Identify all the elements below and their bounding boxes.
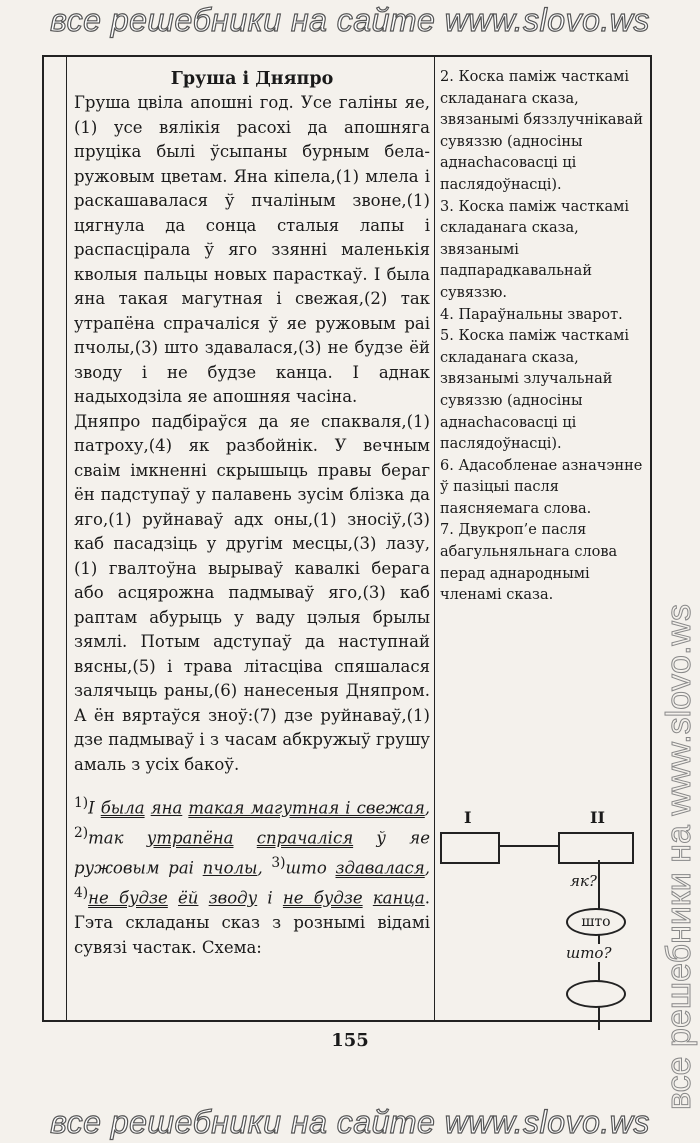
watermark-side: все решебники на www.slovo.ws (660, 604, 698, 1110)
watermark-bottom: все решебники на сайте www.slovo.ws (50, 1104, 650, 1140)
analysis-text: , (424, 798, 431, 818)
schema-box-2 (558, 832, 634, 864)
main-text-column (74, 67, 430, 960)
schema-oval-2 (566, 980, 626, 1008)
marker-2: 2) (74, 825, 89, 841)
marker-1: 1) (74, 795, 89, 811)
schema-question-2: што? (566, 944, 612, 962)
predicate-part: была (100, 798, 145, 818)
predicate-part: не будзе (282, 888, 363, 908)
note-3: 3. Коска паміж часткамі складанага сказа, звязанымі падпарадкавальнай сувяззю. (440, 198, 630, 301)
space (363, 889, 373, 908)
subject-part: яна (150, 798, 183, 818)
analysis-text: так (88, 828, 147, 848)
predicate-part: здавалася (335, 858, 425, 878)
space (233, 829, 256, 848)
predicate-part: утрапёна (146, 828, 234, 848)
side-notes (440, 67, 645, 607)
space (168, 889, 178, 908)
analysis-text: І (88, 798, 101, 818)
note-5: 5. Коска паміж часткамі складанага сказа, звязанымі злучальнай сувяззю (адносіны аднachасовасці ці паслядоўнасці). (440, 328, 630, 453)
analysis-text: , (257, 858, 272, 878)
schema-label-1: I (464, 808, 472, 827)
analysis-tail: . Гэта складаны сказ з рознымі відамі сувязі частак. Схема: (74, 888, 430, 957)
note-4: 4. Параўнальны зварот. (440, 306, 623, 323)
predicate-part: такая магутная і свежая (188, 798, 425, 818)
marker-4: 4) (74, 885, 89, 901)
object-part: ёй (178, 888, 199, 908)
column-divider (434, 57, 435, 1020)
watermark-top: все решебники на сайте www.slovo.ws (50, 2, 650, 38)
predicate-part: спрачаліся (256, 828, 354, 848)
analysis-text: што (285, 858, 336, 878)
analysis-text: ў яе ружовым раі (74, 828, 430, 878)
note-6: 6. Адасобленае азначэнне ў пазіцыі пасля паясняемага слова. (440, 457, 643, 517)
sentence-analysis (74, 791, 430, 960)
paragraph-2: Дняпро падбіраўся да яе спакваля,(1) патроху,(4) як разбойнік. У вечным сваім імкненні скрышыць правы бераг ён падступаў у палавень зусім блізка да яго,(1) руйнаваў адх оны,(1) зносіў,(3) каб пасадзіць у другім месцы,(3) лазу,(1) гвалтоўна вырываў кавалкі берага або асцярожна падмываў яго,(3) каб раптам абурыць у ваду цэлыя брылы зямлі. Потым адступаў да наступнай вясны,(5) і трава літасціва спяшалася залячыць раны,(6) нанесеныя Дняпром. А ён вяртаўся зноў:(7) дзе руйнаваў,(1) дзе падмываў і з часам абкружыў грушу амаль з усіх бакоў. (74, 411, 430, 774)
subject-part: зводу (208, 888, 258, 908)
schema-label-2: II (590, 808, 605, 827)
schema-connector (498, 845, 558, 847)
note-7: 7. Двукроп’е пасля абагульняльнага слова перад аднароднымі членамі сказа. (440, 522, 618, 604)
subject-part: канца (372, 888, 425, 908)
schema-question-1: як? (570, 872, 597, 890)
analysis-text: і (257, 888, 283, 908)
schema-oval-1: што (566, 908, 626, 936)
space (198, 889, 208, 908)
schema-box-1 (440, 832, 500, 864)
marker-3: 3) (271, 855, 286, 871)
text-title: Груша і Дняпро (170, 69, 334, 89)
analysis-text: , (424, 858, 430, 878)
sentence-schema (438, 808, 648, 1008)
subject-part: пчолы (202, 858, 258, 878)
predicate-part: не будзе (88, 888, 168, 908)
page-number: 155 (331, 1030, 369, 1051)
paragraph-1: Груша цвіла апошні год. Усе галіны яе,(1) усе вялікія расохі да апошняга пруціка былі ўсыпаны бурным бела-ружовым цветам. Яна кіпела,(1) млела і раскашавалася ў пчаліным звоне,(1) цягнула да сонца сталыя лапы і распасціралa ў яго ззянні маленькія кволыя пальцы новых парасткаў. І была яна такая магутная і свежая,(2) так утрапёна спрачаліся ў яе ружовым раі пчолы,(3) што здавалася,(3) не будзе ёй зводу і не будзе канца. І аднак надыходзіла яе апошняя часіна. (74, 93, 430, 406)
left-margin-line (66, 57, 67, 1020)
note-2: 2. Коска паміж часткамі складанага сказа, звязанымі бяззлучнікавай сувяззю (адносіны аднachасовасці ці паслядоўнасці). (440, 69, 644, 193)
